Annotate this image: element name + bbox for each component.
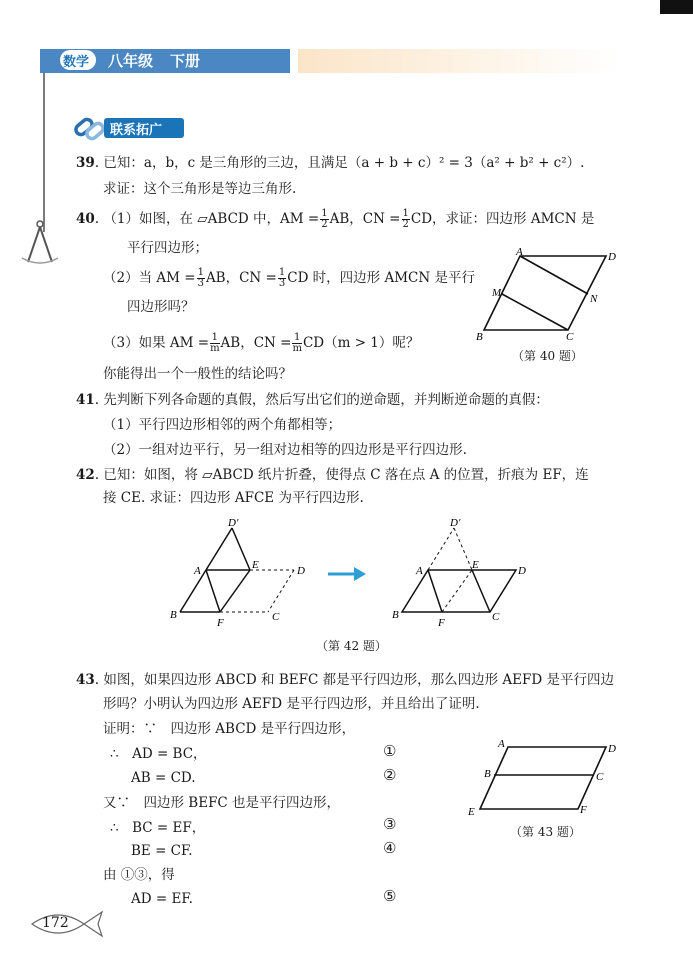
problem-42-line2: 接 CE. 求证：四边形 AFCE 为平行四边形.	[103, 490, 364, 506]
label-A: A	[516, 246, 523, 258]
proof-mark-4: ④	[383, 839, 397, 857]
label-42l-E: E	[252, 559, 259, 571]
figure-42-caption: （第 42 题）	[316, 639, 387, 653]
label-43-C: C	[596, 771, 604, 783]
left-margin-rule	[43, 72, 45, 232]
label-D: D	[608, 251, 616, 263]
label-43-A: A	[498, 738, 505, 750]
problem-40-item2: （2）当 AM = $\frac{1}{3}$ AB，CN = $\frac{1}{3}$ CD 时，四边形 AMCN 是平行	[103, 267, 475, 289]
problem-43-line2: 形吗？小明认为四边形 AEFD 是平行四边形，并且给出了证明.	[103, 696, 480, 712]
proof-line-4: 又∵ 四边形 BEFC 也是平行四边形，	[103, 795, 341, 811]
problem-41-item1: （1）平行四边形相邻的两个角都相等；	[103, 417, 342, 433]
proof-line-2: ∴ AD = BC，	[110, 746, 207, 762]
compass-icon	[18, 218, 66, 272]
problem-40-question: 你能得出一个一般性的结论吗？	[103, 366, 292, 382]
proof-mark-1: ①	[383, 742, 397, 760]
proof-line-3: AB = CD.	[131, 770, 196, 786]
label-42l-A: A	[194, 565, 201, 577]
label-43-E: E	[468, 806, 475, 818]
problem-40-item3: （3）如果 AM = $\frac{1}{m}$ AB，CN = $\frac{1}{m}$ CD（m > 1）呢？	[103, 332, 420, 354]
label-42r-B: B	[392, 609, 399, 621]
proof-mark-5: ⑤	[383, 887, 397, 905]
label-C: C	[566, 331, 574, 343]
label-42r-D: D	[518, 565, 526, 577]
arrow-icon	[328, 567, 366, 581]
problem-40-item1-cont: 平行四边形；	[127, 240, 208, 256]
proof-line-6: BE = CF.	[131, 843, 193, 859]
label-42r-Dp: D′	[450, 517, 461, 529]
parallelogram-aefd	[480, 747, 606, 809]
corner-mark	[660, 0, 693, 14]
proof-line-1: 证明：∵ 四边形 ABCD 是平行四边形，	[103, 721, 356, 737]
proof-line-7: 由 ①③，得	[103, 867, 175, 883]
segment-mc	[502, 294, 568, 330]
label-42l-D: D	[297, 565, 305, 577]
segment-am-cn	[520, 256, 588, 294]
label-42r-E: E	[472, 559, 479, 571]
label-43-D: D	[608, 743, 616, 755]
problem-40-item2-cont: 四边形吗？	[127, 299, 195, 315]
label-42l-Dp: D′	[228, 517, 239, 529]
section-title: 联系拓广	[110, 123, 163, 138]
problem-40-item1: 40. （1）如图，在 ▱ABCD 中，AM = $\frac{1}{2}$ AB，CN = $\frac{1}{2}$ CD，求证：四边形 AMCN 是	[76, 208, 595, 230]
label-M: M	[492, 287, 502, 299]
figure-43-caption: （第 43 题）	[510, 825, 581, 839]
label-42r-C: C	[492, 611, 500, 623]
figure-42-left	[180, 528, 250, 612]
header-volume: 下册	[170, 52, 201, 70]
label-N: N	[590, 293, 598, 305]
chain-link-icon	[72, 112, 108, 150]
proof-line-5: ∴ BC = EF，	[110, 820, 206, 836]
label-43-F: F	[580, 804, 587, 816]
problem-41-line1: 41. 先判断下列各命题的真假，然后写出它们的逆命题，并判断逆命题的真假：	[76, 392, 549, 408]
header-light-band	[298, 49, 620, 73]
figure-42	[160, 514, 540, 634]
label-42r-A: A	[416, 565, 423, 577]
figure-43	[462, 737, 632, 822]
problem-43-line1: 43. 如图，如果四边形 ABCD 和 BEFC 都是平行四边形，那么四边形 AEFD 是平行四边	[76, 672, 614, 688]
header-subject: 数学	[63, 55, 90, 70]
problem-41-item2: （2）一组对边平行，另一组对边相等的四边形是平行四边形.	[103, 442, 467, 458]
label-B: B	[476, 331, 483, 343]
figure-40-caption: （第 40 题）	[512, 349, 583, 363]
label-42l-C: C	[272, 611, 280, 623]
figure-40	[470, 246, 630, 346]
label-42l-F: F	[217, 617, 224, 629]
problem-42-line1: 42. 已知：如图，将 ▱ABCD 纸片折叠，使得点 C 落在点 A 的位置，折痕为 EF，连	[76, 467, 589, 483]
label-42r-F: F	[438, 617, 445, 629]
proof-mark-2: ②	[383, 766, 397, 784]
label-43-B: B	[484, 768, 491, 780]
label-42l-B: B	[170, 609, 177, 621]
page-number: 172	[42, 915, 69, 931]
problem-39-line2: 求证：这个三角形是等边三角形.	[103, 181, 297, 197]
header-grade: 八年级	[108, 52, 154, 70]
problem-39-line1: 39. 已知：a，b，c 是三角形的三边，且满足（a + b + c）² = 3（a² + b² + c²）.	[76, 155, 585, 171]
proof-mark-3: ③	[383, 815, 397, 833]
proof-line-8: AD = EF.	[131, 891, 193, 907]
